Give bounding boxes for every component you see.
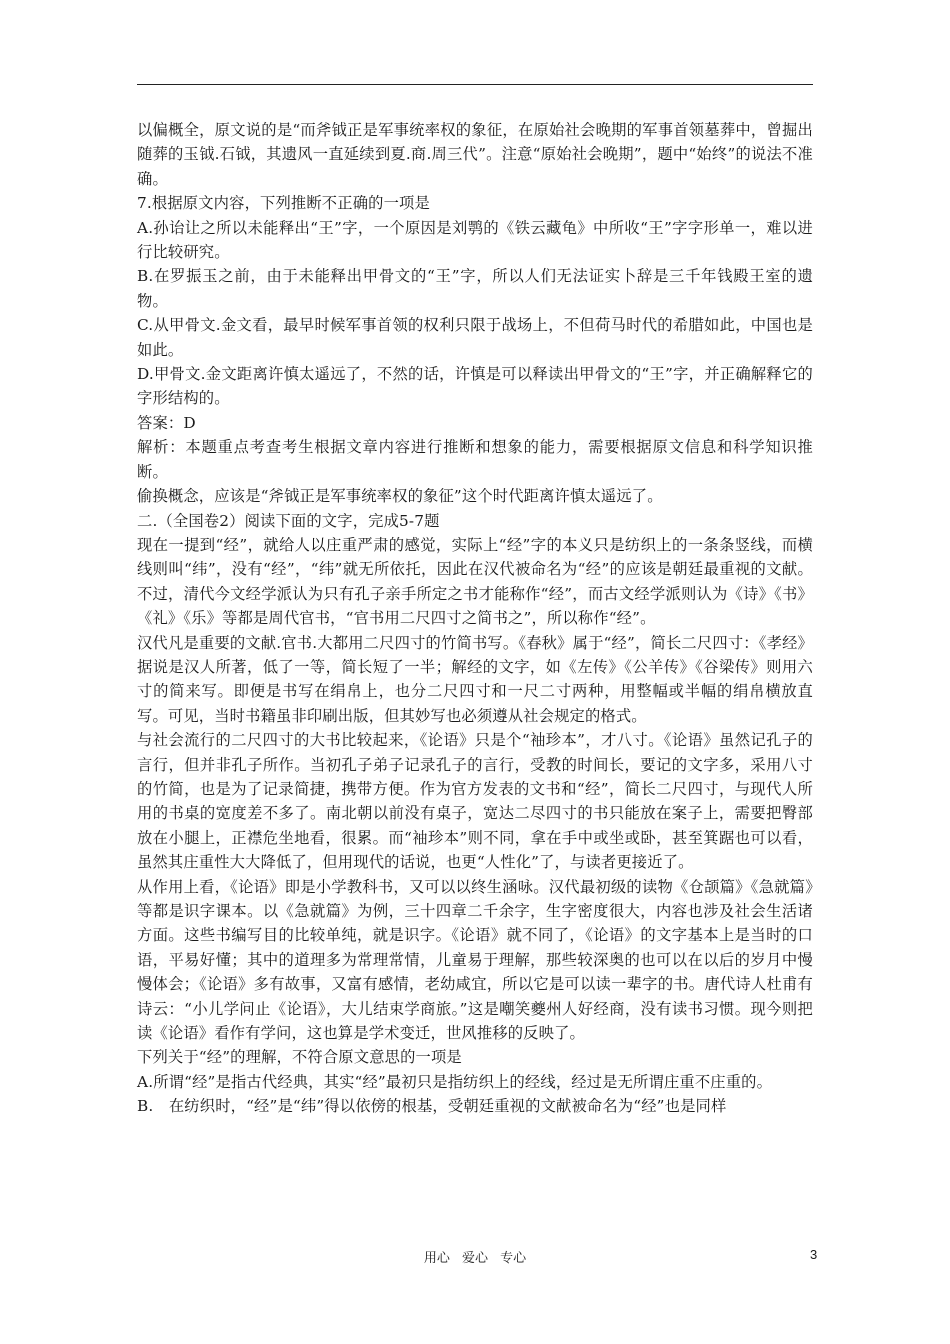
footer-slogan: 用心 爱心 专心	[423, 1251, 527, 1266]
option-d: D.甲骨文.金文距离许慎太遥远了，不然的话，许慎是可以释读出甲骨文的“王”字，并正确解释它的字形结构的。	[137, 365, 813, 408]
analysis-note: 偷换概念，应该是“斧钺正是军事统率权的象征”这个时代距离许慎太遥远了。	[137, 487, 663, 506]
answer: 答案：D	[137, 413, 196, 432]
option-a: A.孙诒让之所以未能释出“王”字，一个原因是刘鹗的《铁云藏龟》中所收“王”字字形单一，难以进行比较研究。	[137, 218, 813, 262]
option-b: B.在罗振玉之前，由于未能释出甲骨文的“王”字，所以人们无法证实卜辞是三千年钱殿王室的遗物。	[137, 267, 813, 310]
passage-paragraph-3: 与社会流行的二尺四寸的大书比较起来，《论语》只是个“袖珍本”，才八寸。《论语》虽然记孔子的言行，但并非孔子所作。当初孔子弟子记录孔子的言行，受教的时间长，要记的文字多，采用八寸的竹简，也是为了记录简捷，携带方便。作为官方发表的文书和“经”，简长二尺四寸，与现代人所用的书桌的宽度差不多了。南北朝以前没有桌子，宽达二尽四寸的书只能放在案子上，需要把臀部放在小腿上，正襟危坐地看，很累。而“袖珍本”则不同，拿在手中或坐或卧，甚至箕踞也可以看，虽然其庄重性大大降低了，但用现代的话说，也更“人性化”了，与读者更接近了。	[137, 731, 813, 872]
passage-paragraph-4: 从作用上看，《论语》即是小学教科书，又可以以终生涵咏。汉代最初级的读物《仓颉篇》《急就篇》等都是识字课本。以《急就篇》为例，三十四章二千余字，生字密度很大，内容也涉及社会生活诸方面。这些书编写目的比较单纯，就是识字。《论语》就不同了，《论语》的文字基本上是当时的口语，平易好懂；其中的道理多为常理常情，儿童易于理解，那些较深奥的也可以在以后的岁月中慢慢体会；《论语》多有故事，又富有感情，老幼咸宜，所以它是可以读一辈字的书。唐代诗人杜甫有诗云：“小儿学问止《论语》，大儿结束学商旅。”这是嘲笑夔州人好经商，没有读书习惯。现今则把读《论语》看作有学问，这也算是学术变迁，世风推移的反映了。	[137, 877, 813, 1043]
passage-paragraph-2: 汉代凡是重要的文献.官书.大都用二尺四寸的竹简书写。《春秋》属于“经”，简长二尺四寸：《孝经》据说是汉人所著，低了一等，简长短了一半；解经的文字，如《左传》《公羊传》《谷梁传》则用六寸的简来写。即便是书写在绢帛上，也分二尺四寸和一尺二寸两种，用整幅或半幅的绢帛横放直写。可见，当时书籍虽非印刷出版，但其妙写也必须遵从社会规定的格式。	[137, 633, 813, 725]
option-a-2: A.所谓“经”是指古代经典，其实“经”最初只是指纺织上的经线，经过是无所谓庄重不庄重的。	[137, 1072, 773, 1091]
option-b-2: B. 在纺织时，“经”是“纬”得以依傍的根基，受朝廷重视的文献被命名为“经”也是同样	[137, 1097, 727, 1116]
option-c: C.从甲骨文.金文看，最早时候军事首领的权利只限于战场上，不但荷马时代的希腊如此，中国也是如此。	[137, 316, 813, 359]
page-number: 3	[810, 1247, 818, 1262]
paragraph-analysis-continuation: 以偏概全，原文说的是“而斧钺正是军事统率权的象征，在原始社会晚期的军事首领墓葬中，曾掘出随葬的玉钺.石钺，其遗风一直延续到夏.商.周三代”。注意“原始社会晚期”，题中“始终”的说法不准确。	[137, 121, 814, 188]
question-7: 7.根据原文内容，下列推断不正确的一项是	[137, 194, 430, 213]
analysis: 解析：本题重点考查考生根据文章内容进行推断和想象的能力，需要根据原文信息和科学知识推断。	[137, 438, 813, 481]
section-heading: 二.（全国卷2）阅读下面的文字，完成5-7题	[137, 511, 440, 530]
passage-paragraph-1: 现在一提到“经”，就给人以庄重严肃的感觉，实际上“经”字的本义只是纺织上的一条条竖线，而横线则叫“纬”，没有“经”，“纬”就无所依托，因此在汉代被命名为“经”的应该是朝廷最重视的文献。不过，清代今文经学派认为只有孔子亲手所定之书才能称作“经”，而古文经学派则认为《诗》《书》《礼》《乐》等都是周代官书，“官书用二尺四寸之简书之”，所以称作“经”。	[137, 535, 813, 628]
header-rule	[137, 84, 813, 85]
page-body	[137, 118, 813, 1119]
question-stem: 下列关于“经”的理解，不符合原文意思的一项是	[137, 1048, 462, 1067]
